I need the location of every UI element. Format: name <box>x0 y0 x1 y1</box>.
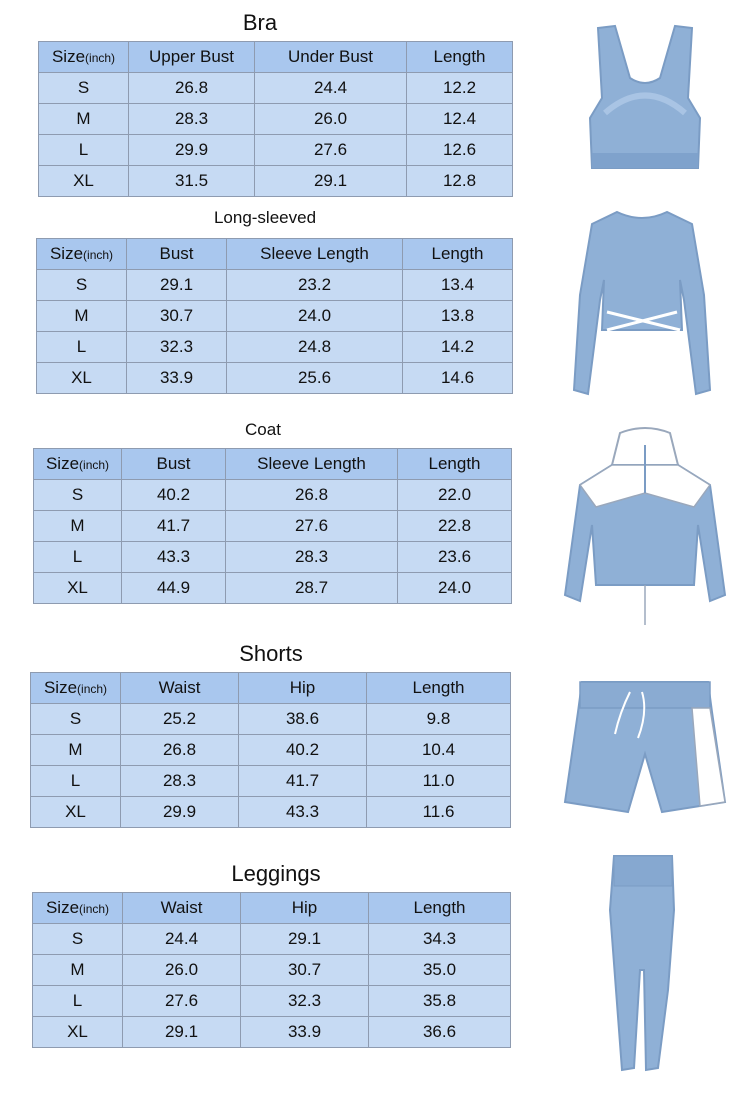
table-row <box>37 301 513 332</box>
measurement-cell: 13.8 <box>403 301 513 332</box>
size-cell: L <box>33 986 123 1017</box>
measurement-cell: 29.1 <box>123 1017 241 1048</box>
measurement-cell: 34.3 <box>369 924 511 955</box>
measurement-cell: 23.2 <box>227 270 403 301</box>
measurement-cell: 25.6 <box>227 363 403 394</box>
table-row <box>39 104 513 135</box>
header-hip: Hip <box>239 673 367 704</box>
header-sleeve-length: Sleeve Length <box>227 239 403 270</box>
table-row <box>37 332 513 363</box>
measurement-cell: 40.2 <box>239 735 367 766</box>
header-size: Size(inch) <box>31 673 121 704</box>
measurement-cell: 24.0 <box>398 573 512 604</box>
measurement-cell: 14.2 <box>403 332 513 363</box>
section-title-bra: Bra <box>242 10 278 35</box>
table-row <box>34 542 512 573</box>
size-cell: L <box>37 332 127 363</box>
measurement-cell: 28.3 <box>121 766 239 797</box>
header-size: Size(inch) <box>39 42 129 73</box>
measurement-cell: 38.6 <box>239 704 367 735</box>
header-length: Length <box>369 893 511 924</box>
measurement-cell: 28.3 <box>226 542 398 573</box>
measurement-cell: 26.0 <box>123 955 241 986</box>
measurement-cell: 43.3 <box>122 542 226 573</box>
measurement-cell: 36.6 <box>369 1017 511 1048</box>
measurement-cell: 35.0 <box>369 955 511 986</box>
size-cell: S <box>31 704 121 735</box>
measurement-cell: 29.1 <box>127 270 227 301</box>
measurement-cell: 14.6 <box>403 363 513 394</box>
measurement-cell: 40.2 <box>122 480 226 511</box>
measurement-cell: 11.6 <box>367 797 511 828</box>
size-cell: S <box>34 480 122 511</box>
size-cell: M <box>37 301 127 332</box>
measurement-cell: 26.0 <box>255 104 407 135</box>
table-row <box>33 924 511 955</box>
measurement-cell: 35.8 <box>369 986 511 1017</box>
hooded-jacket-icon <box>560 425 730 630</box>
header-bust: Bust <box>122 449 226 480</box>
size-table-leggings <box>32 892 511 1048</box>
measurement-cell: 26.8 <box>129 73 255 104</box>
header-length: Length <box>398 449 512 480</box>
size-cell: L <box>39 135 129 166</box>
header-under-bust: Under Bust <box>255 42 407 73</box>
size-cell: L <box>31 766 121 797</box>
measurement-cell: 24.0 <box>227 301 403 332</box>
section-title-leggings: Leggings <box>231 861 321 886</box>
size-cell: S <box>33 924 123 955</box>
table-row <box>37 363 513 394</box>
measurement-cell: 11.0 <box>367 766 511 797</box>
header-hip: Hip <box>241 893 369 924</box>
section-title-coat: Coat <box>245 420 281 439</box>
measurement-cell: 25.2 <box>121 704 239 735</box>
table-row <box>33 986 511 1017</box>
measurement-cell: 22.0 <box>398 480 512 511</box>
measurement-cell: 27.6 <box>226 511 398 542</box>
measurement-cell: 32.3 <box>127 332 227 363</box>
size-cell: M <box>34 511 122 542</box>
measurement-cell: 10.4 <box>367 735 511 766</box>
header-waist: Waist <box>123 893 241 924</box>
size-cell: S <box>39 73 129 104</box>
measurement-cell: 27.6 <box>123 986 241 1017</box>
measurement-cell: 28.7 <box>226 573 398 604</box>
measurement-cell: 41.7 <box>239 766 367 797</box>
measurement-cell: 33.9 <box>127 363 227 394</box>
size-cell: L <box>34 542 122 573</box>
header-bust: Bust <box>127 239 227 270</box>
measurement-cell: 27.6 <box>255 135 407 166</box>
size-table-long-sleeved <box>36 238 513 394</box>
measurement-cell: 26.8 <box>121 735 239 766</box>
table-row <box>39 135 513 166</box>
measurement-cell: 24.4 <box>123 924 241 955</box>
measurement-cell: 12.6 <box>407 135 513 166</box>
header-waist: Waist <box>121 673 239 704</box>
size-table-bra <box>38 41 513 197</box>
header-length: Length <box>407 42 513 73</box>
measurement-cell: 44.9 <box>122 573 226 604</box>
table-row <box>34 511 512 542</box>
long-sleeve-top-icon <box>562 200 722 405</box>
table-row <box>33 1017 511 1048</box>
measurement-cell: 30.7 <box>241 955 369 986</box>
measurement-cell: 32.3 <box>241 986 369 1017</box>
header-size: Size(inch) <box>34 449 122 480</box>
table-row <box>31 766 511 797</box>
measurement-cell: 23.6 <box>398 542 512 573</box>
size-cell: M <box>39 104 129 135</box>
table-row <box>31 704 511 735</box>
measurement-cell: 29.1 <box>241 924 369 955</box>
table-row <box>31 797 511 828</box>
section-title-long-sleeved: Long-sleeved <box>213 208 317 227</box>
measurement-cell: 13.4 <box>403 270 513 301</box>
table-row <box>37 270 513 301</box>
measurement-cell: 41.7 <box>122 511 226 542</box>
measurement-cell: 12.8 <box>407 166 513 197</box>
size-cell: M <box>31 735 121 766</box>
table-row <box>33 955 511 986</box>
size-cell: XL <box>34 573 122 604</box>
size-cell: XL <box>39 166 129 197</box>
header-size: Size(inch) <box>37 239 127 270</box>
table-row <box>39 73 513 104</box>
measurement-cell: 24.4 <box>255 73 407 104</box>
size-cell: XL <box>37 363 127 394</box>
table-row <box>39 166 513 197</box>
measurement-cell: 29.9 <box>121 797 239 828</box>
measurement-cell: 12.4 <box>407 104 513 135</box>
header-size: Size(inch) <box>33 893 123 924</box>
measurement-cell: 26.8 <box>226 480 398 511</box>
size-cell: XL <box>33 1017 123 1048</box>
size-cell: M <box>33 955 123 986</box>
measurement-cell: 30.7 <box>127 301 227 332</box>
shorts-icon <box>560 672 730 822</box>
measurement-cell: 12.2 <box>407 73 513 104</box>
section-title-shorts: Shorts <box>239 641 303 666</box>
measurement-cell: 33.9 <box>241 1017 369 1048</box>
table-row <box>34 480 512 511</box>
measurement-cell: 22.8 <box>398 511 512 542</box>
measurement-cell: 31.5 <box>129 166 255 197</box>
size-cell: S <box>37 270 127 301</box>
header-sleeve-length: Sleeve Length <box>226 449 398 480</box>
header-upper-bust: Upper Bust <box>129 42 255 73</box>
measurement-cell: 28.3 <box>129 104 255 135</box>
measurement-cell: 9.8 <box>367 704 511 735</box>
size-table-coat <box>33 448 512 604</box>
table-row <box>31 735 511 766</box>
leggings-icon <box>596 850 696 1075</box>
header-length: Length <box>367 673 511 704</box>
measurement-cell: 29.1 <box>255 166 407 197</box>
size-table-shorts <box>30 672 511 828</box>
measurement-cell: 29.9 <box>129 135 255 166</box>
sports-bra-icon <box>570 18 720 178</box>
measurement-cell: 24.8 <box>227 332 403 363</box>
size-cell: XL <box>31 797 121 828</box>
measurement-cell: 43.3 <box>239 797 367 828</box>
header-length: Length <box>403 239 513 270</box>
table-row <box>34 573 512 604</box>
